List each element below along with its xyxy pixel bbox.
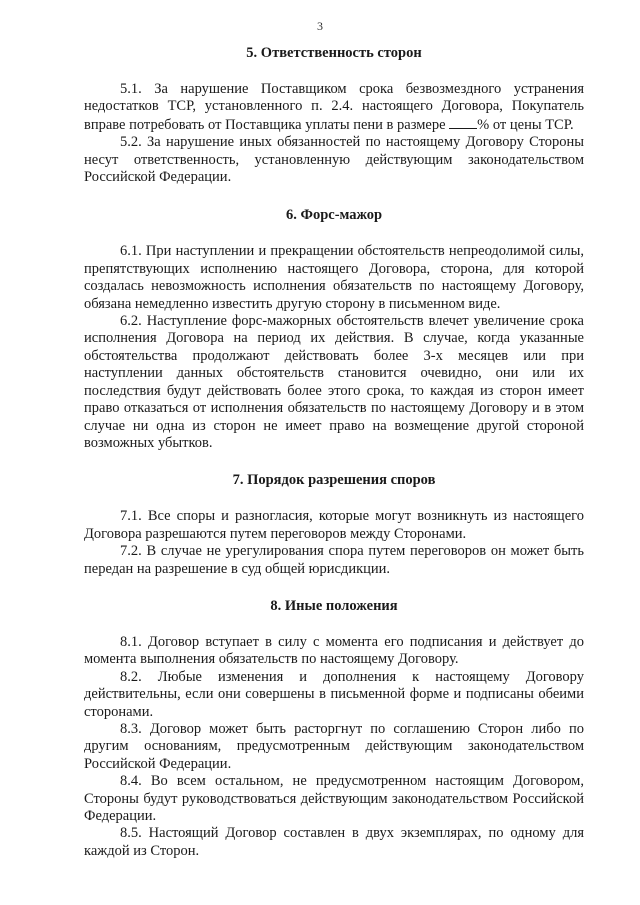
section-other-provisions [84, 597, 584, 860]
clause-5-1-text-end: % от цены ТСР. [477, 116, 574, 133]
section-force-majeure [84, 206, 584, 452]
section-heading-dispute-resolution: 7. Порядок разрешения споров [232, 472, 436, 489]
clause-5-2: 5.2. За нарушение иных обязанностей по настоящему Договору Стороны несут ответственность, установленную действующим законодательством Российской Федерации. [84, 134, 584, 186]
section-heading-responsibility: 5. Ответственность сторон [246, 45, 422, 61]
clause-7-2: 7.2. В случае не урегулирования спора путем переговоров он может быть передан на разрешение в суд общей юрисдикции. [84, 543, 584, 577]
clause-7-1: 7.1. Все споры и разногласия, которые могут возникнуть из настоящего Договора разрешаются путем переговоров между Сторонами. [84, 508, 584, 542]
clause-8-3: 8.3. Договор может быть расторгнут по соглашению Сторон либо по другим основаниям, предусмотренным действующим законодательством Российской Федерации. [84, 720, 584, 772]
clause-8-5: 8.5. Настоящий Договор составлен в двух экземплярах, по одному для каждой из Сторон. [84, 825, 584, 859]
clause-5-1 [84, 81, 584, 134]
section-responsibility [84, 44, 584, 186]
document-body [84, 44, 584, 860]
page-number: 3 [317, 19, 323, 33]
clause-6-1: 6.1. При наступлении и прекращении обстоятельств непреодолимой силы, препятствующих исполнению настоящего Договора, сторона, для которой создалась невозможность исполнения обязательств по настоящему Договору, обязана немедленно известить другую сторону в письменном виде. [84, 243, 584, 312]
clause-5-1-text: 5.1. За нарушение Поставщиком срока безвозмездного устранения недостатков ТСР, установленного п. 2.4. настоящего Договора, Покупатель вправе потребовать от Поставщика уплаты пени в размере [84, 81, 584, 133]
section-heading-other-provisions: 8. Иные положения [270, 597, 398, 614]
penalty-percent-blank [449, 116, 477, 129]
clause-6-2: 6.2. Наступление форс-мажорных обстоятельств влечет увеличение срока исполнения Договора на период их действия. В случае, когда указанные обстоятельства продолжают действовать более 3-х месяцев или при наступлении данных обстоятельств становится очевидно, они или их последствия будут действовать более этого срока, то каждая из сторон имеет право отказаться от исполнения обязательств по настоящему Договору и в этом случае ни одна из сторон не имеет право на возмещение другой стороной возможных убытков. [84, 313, 584, 451]
section-dispute-resolution [84, 471, 584, 578]
section-heading-force-majeure: 6. Форс-мажор [285, 207, 383, 224]
clause-8-4: 8.4. Во всем остальном, не предусмотренном настоящим Договором, Стороны будут руководствоваться действующим законодательством Российской Федерации. [84, 773, 584, 824]
clause-8-2: 8.2. Любые изменения и дополнения к настоящему Договору действительны, если они совершены в письменной форме и подписаны обеими сторонами. [84, 668, 584, 720]
clause-8-1: 8.1. Договор вступает в силу с момента его подписания и действует до момента выполнения обязательств по настоящему Договору. [84, 633, 584, 668]
